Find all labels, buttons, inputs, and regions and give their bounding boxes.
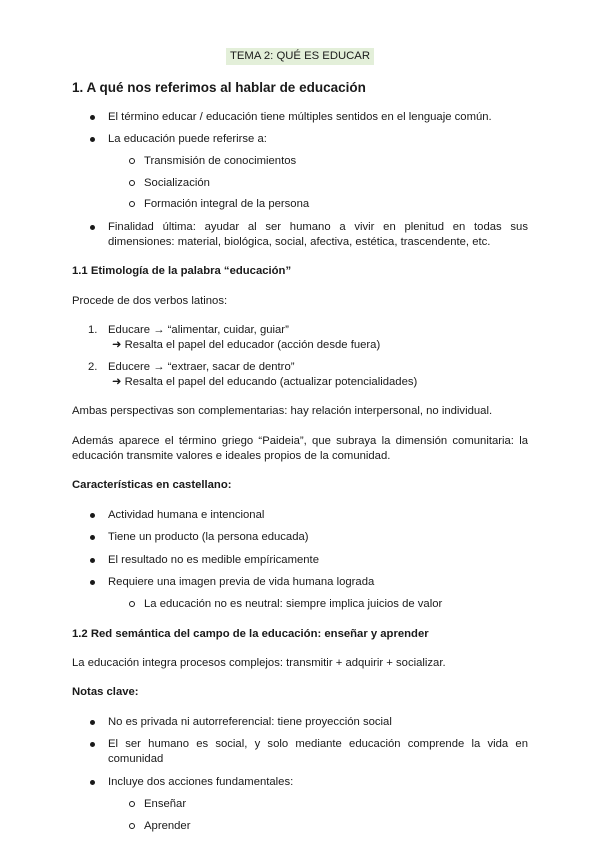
characteristics-list — [72, 508, 528, 613]
list-item: No es privada ni autorreferencial: tiene proyección social — [72, 715, 528, 730]
sub-list — [108, 797, 528, 834]
section-1-heading: 1. A qué nos referimos al hablar de educación — [72, 80, 366, 96]
item-text: Educare → “alimentar, cuidar, guiar” — [108, 323, 289, 336]
list-item: El ser humano es social, y solo mediante educación comprende la vida en comunidad — [72, 737, 528, 768]
sub-list-item: Aprender — [108, 819, 528, 834]
sub-list-item: Transmisión de conocimientos — [108, 154, 528, 169]
etymology-list — [72, 323, 528, 390]
list-item: Requiere una imagen previa de vida humana lograda La educación no es neutral: siempre implica juicios de valor — [72, 575, 528, 613]
section-1-2-heading: 1.2 Red semántica del campo de la educación: enseñar y aprender — [72, 627, 429, 640]
sub-list-item: Formación integral de la persona — [108, 197, 528, 212]
item-number: 2. — [88, 360, 98, 373]
list-item: La educación puede referirse a: Transmisión de conocimientos Socialización Formación integral de la persona — [72, 132, 528, 212]
section-1-list — [72, 110, 528, 251]
list-item: El término educar / educación tiene múltiples sentidos en el lenguaje común. — [72, 110, 528, 125]
list-item: Finalidad última: ayudar al ser humano a vivir en plenitud en todas sus dimensiones: material, biológica, social, afectiva, estética, trascendente, etc. — [72, 220, 528, 251]
list-item: Tiene un producto (la persona educada) — [72, 530, 528, 545]
sub-list — [108, 597, 528, 612]
notes-list — [72, 715, 528, 834]
paragraph-paideia: Además aparece el término griego “Paideia”, que subraya la dimensión comunitaria: la educación transmite valores e ideales propios de la comunidad. — [72, 434, 528, 463]
sub-list-item: La educación no es neutral: siempre implica juicios de valor — [108, 597, 528, 612]
characteristics-heading: Características en castellano: — [72, 479, 232, 492]
etymology-intro: Procede de dos verbos latinos: — [72, 294, 228, 307]
sub-list-item: Socialización — [108, 176, 528, 191]
item-number: 1. — [88, 323, 98, 336]
list-item: Actividad humana e intencional — [72, 508, 528, 523]
item-text: Educere → “extraer, sacar de dentro” — [108, 360, 295, 373]
title-wrap — [72, 48, 528, 65]
section-1-1-heading: 1.1 Etimología de la palabra “educación” — [72, 265, 292, 278]
paragraph-complementary: Ambas perspectivas son complementarias: hay relación interpersonal, no individual. — [72, 405, 493, 418]
item-note: ➜ Resalta el papel del educador (acción desde fuera) — [112, 339, 381, 352]
numbered-item — [72, 360, 528, 391]
item-note: ➜ Resalta el papel del educando (actualizar potencialidades) — [112, 376, 418, 389]
notes-heading: Notas clave: — [72, 686, 139, 699]
sub-list — [108, 154, 528, 212]
numbered-item — [72, 323, 528, 354]
document-title: TEMA 2: QUÉ ES EDUCAR — [226, 48, 374, 65]
sub-list-item: Enseñar — [108, 797, 528, 812]
paragraph-integration: La educación integra procesos complejos: transmitir + adquirir + socializar. — [72, 656, 446, 669]
list-item: Incluye dos acciones fundamentales: Enseñar Aprender — [72, 775, 528, 834]
list-item: El resultado no es medible empíricamente — [72, 553, 528, 568]
